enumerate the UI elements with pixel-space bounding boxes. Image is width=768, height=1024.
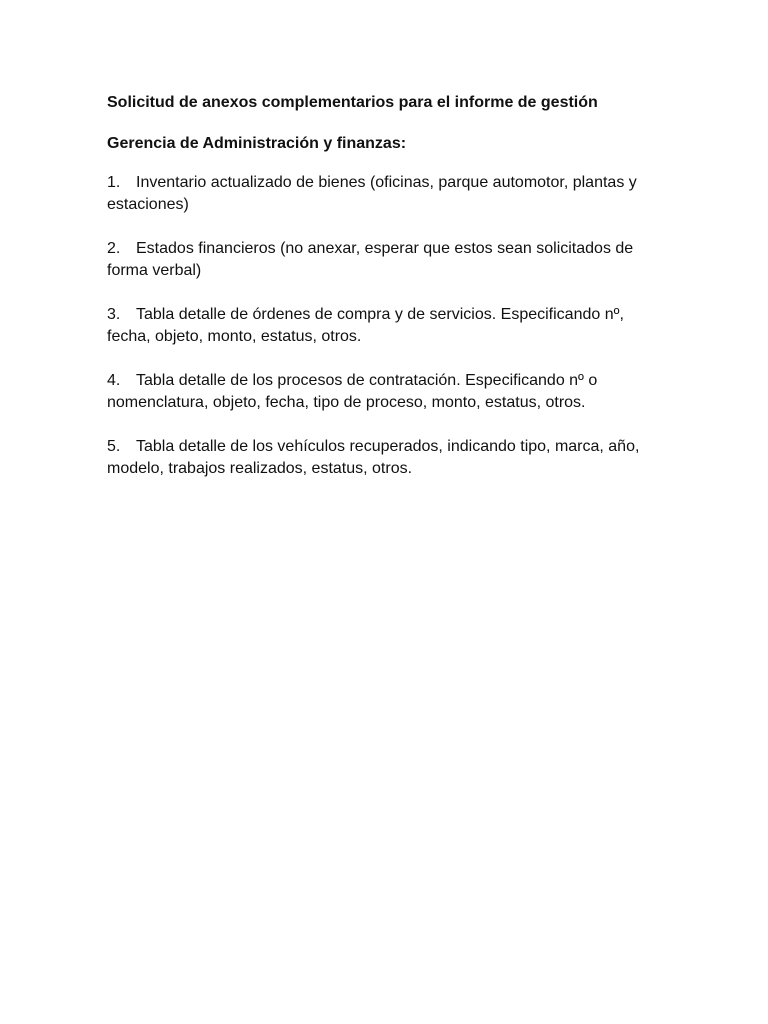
list-item-number: 2. bbox=[107, 240, 121, 257]
document-title: Solicitud de anexos complementarios para el informe de gestión bbox=[107, 94, 598, 111]
list-item bbox=[107, 172, 667, 216]
list-item-text: Inventario actualizado de bienes (oficinas, parque automotor, plantas y estaciones) bbox=[107, 174, 637, 213]
list-item-number: 1. bbox=[107, 174, 121, 191]
list-item-text: Tabla detalle de órdenes de compra y de servicios. Especificando nº, fecha, objeto, monto, estatus, otros. bbox=[107, 306, 624, 345]
list-item bbox=[107, 370, 667, 414]
list-item bbox=[107, 238, 667, 282]
list-item-text: Tabla detalle de los procesos de contratación. Especificando nº o nomenclatura, objeto, fecha, tipo de proceso, monto, estatus, otros. bbox=[107, 372, 598, 411]
section-heading: Gerencia de Administración y finanzas: bbox=[107, 135, 407, 152]
list-item-text: Tabla detalle de los vehículos recuperados, indicando tipo, marca, año, modelo, trabajos realizados, estatus, otros. bbox=[107, 438, 640, 477]
list-item-number: 4. bbox=[107, 372, 121, 389]
document-page bbox=[107, 92, 667, 502]
list-item-text: Estados financieros (no anexar, esperar que estos sean solicitados de forma verbal) bbox=[107, 240, 634, 279]
list-item-number: 5. bbox=[107, 438, 121, 455]
list-item bbox=[107, 304, 667, 348]
list-item-number: 3. bbox=[107, 306, 121, 323]
list-item bbox=[107, 436, 667, 480]
